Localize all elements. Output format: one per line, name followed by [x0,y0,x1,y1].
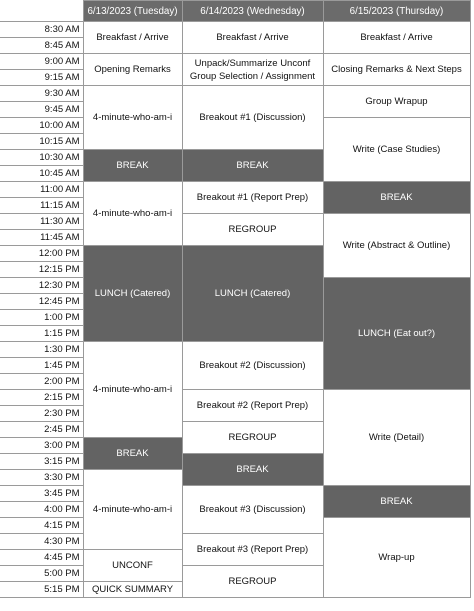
time-label: 12:00 PM [0,246,83,262]
time-label: 2:00 PM [0,374,83,390]
event-cell-tuesday: UNCONF [83,550,182,582]
event-cell-wednesday: Breakout #2 (Discussion) [182,342,323,390]
event-cell-thursday: Write (Case Studies) [323,118,470,182]
time-label: 1:45 PM [0,358,83,374]
time-label: 3:00 PM [0,438,83,454]
time-label: 11:00 AM [0,182,83,198]
time-label: 9:30 AM [0,86,83,102]
event-cell-tuesday: Breakfast / Arrive [83,22,182,54]
time-label: 2:15 PM [0,390,83,406]
time-row [0,390,470,406]
event-cell-tuesday: Opening Remarks [83,54,182,86]
event-cell-thursday: Write (Abstract & Outline) [323,214,470,278]
time-label: 4:45 PM [0,550,83,566]
time-label: 8:30 AM [0,22,83,38]
event-cell-tuesday: 4-minute-who-am-i [83,86,182,150]
event-cell-wednesday: Breakfast / Arrive [182,22,323,54]
time-label: 10:00 AM [0,118,83,134]
break-cell-tuesday: BREAK [83,150,182,182]
event-cell-wednesday: REGROUP [182,422,323,454]
time-label: 3:45 PM [0,486,83,502]
day-header-thursday: 6/15/2023 (Thursday) [323,1,470,22]
event-cell-wednesday: Breakout #1 (Report Prep) [182,182,323,214]
event-cell-wednesday: Breakout #2 (Report Prep) [182,390,323,422]
time-label: 2:30 PM [0,406,83,422]
time-row [0,54,470,70]
time-label: 8:45 AM [0,38,83,54]
day-header-tuesday: 6/13/2023 (Tuesday) [83,1,182,22]
time-label: 2:45 PM [0,422,83,438]
break-cell-thursday: LUNCH (Eat out?) [323,278,470,390]
time-label: 5:15 PM [0,582,83,598]
time-label: 3:30 PM [0,470,83,486]
time-label: 10:30 AM [0,150,83,166]
event-cell-tuesday: 4-minute-who-am-i [83,182,182,246]
break-cell-thursday: BREAK [323,486,470,518]
time-label: 12:30 PM [0,278,83,294]
event-cell-thursday: Group Wrapup [323,86,470,118]
event-cell-thursday: Breakfast / Arrive [323,22,470,54]
time-label: 1:30 PM [0,342,83,358]
break-cell-wednesday: BREAK [182,150,323,182]
time-label: 9:15 AM [0,70,83,86]
break-cell-tuesday: BREAK [83,438,182,470]
time-label: 4:00 PM [0,502,83,518]
break-cell-wednesday: LUNCH (Catered) [182,246,323,342]
event-cell-wednesday: REGROUP [182,566,323,598]
time-row [0,86,470,102]
time-label: 12:15 PM [0,262,83,278]
break-cell-wednesday: BREAK [182,454,323,486]
break-cell-thursday: BREAK [323,182,470,214]
time-label: 3:15 PM [0,454,83,470]
event-cell-wednesday: Breakout #3 (Discussion) [182,486,323,534]
event-cell-wednesday: REGROUP [182,214,323,246]
time-label: 11:45 AM [0,230,83,246]
event-cell-tuesday: 4-minute-who-am-i [83,342,182,438]
time-label: 1:15 PM [0,326,83,342]
header-row [0,1,470,22]
break-cell-tuesday: LUNCH (Catered) [83,246,182,342]
event-cell-thursday: Wrap-up [323,518,470,598]
day-header-wednesday: 6/14/2023 (Wednesday) [182,1,323,22]
corner-cell [0,1,83,22]
time-label: 5:00 PM [0,566,83,582]
schedule-body [0,22,470,598]
time-label: 12:45 PM [0,294,83,310]
event-cell-thursday: Closing Remarks & Next Steps [323,54,470,86]
event-cell-wednesday: Breakout #3 (Report Prep) [182,534,323,566]
time-label: 4:15 PM [0,518,83,534]
event-cell-tuesday: QUICK SUMMARY [83,582,182,598]
time-row [0,182,470,198]
time-row [0,214,470,230]
time-row [0,22,470,38]
event-cell-wednesday: Unpack/Summarize Unconf Group Selection / Assignment [182,54,323,86]
time-label: 10:15 AM [0,134,83,150]
event-cell-wednesday: Breakout #1 (Discussion) [182,86,323,150]
time-label: 1:00 PM [0,310,83,326]
time-label: 9:00 AM [0,54,83,70]
event-cell-thursday: Write (Detail) [323,390,470,486]
time-label: 11:15 AM [0,198,83,214]
time-label: 4:30 PM [0,534,83,550]
time-row [0,486,470,502]
time-label: 9:45 AM [0,102,83,118]
event-cell-tuesday: 4-minute-who-am-i [83,470,182,550]
time-label: 11:30 AM [0,214,83,230]
time-label: 10:45 AM [0,166,83,182]
